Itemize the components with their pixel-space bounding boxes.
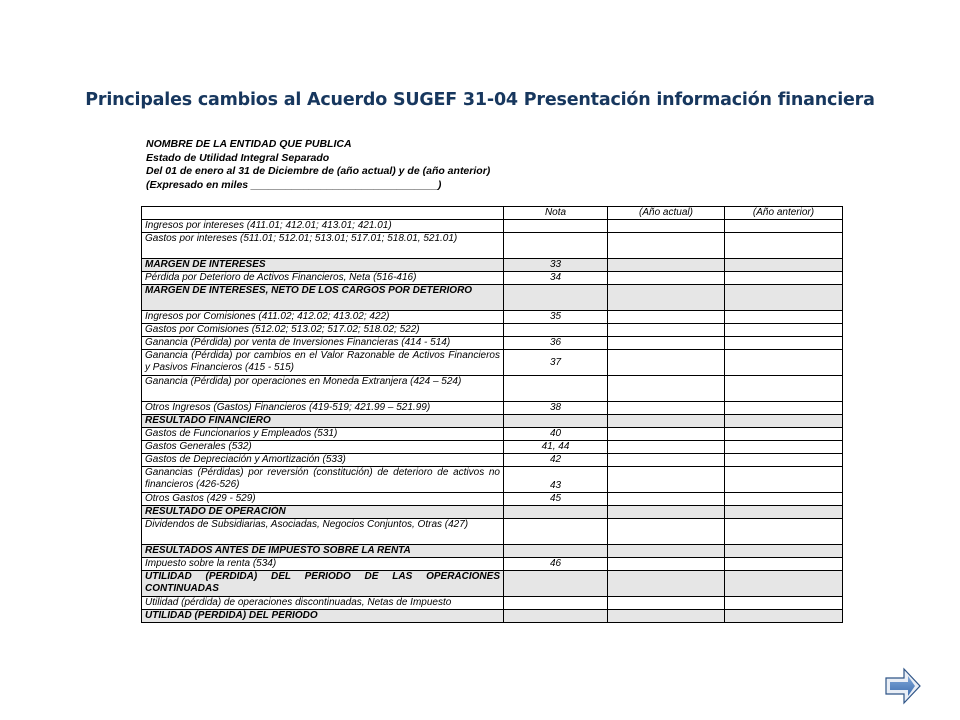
row-current-value xyxy=(608,415,725,428)
row-current-value xyxy=(608,571,725,597)
slide-title: Principales cambios al Acuerdo SUGEF 31-04 Presentación información financiera xyxy=(85,90,875,110)
row-nota xyxy=(504,545,608,558)
row-label: RESULTADOS ANTES DE IMPUESTO SOBRE LA RENTA xyxy=(142,545,504,558)
row-nota: 33 xyxy=(504,259,608,272)
row-current-value xyxy=(608,519,725,545)
row-nota: 37 xyxy=(504,350,608,376)
row-nota xyxy=(504,233,608,259)
row-previous-value xyxy=(725,506,843,519)
row-nota xyxy=(504,597,608,610)
header-previous-year: (Año anterior) xyxy=(725,207,843,220)
row-current-value xyxy=(608,454,725,467)
row-nota xyxy=(504,610,608,623)
row-nota: 34 xyxy=(504,272,608,285)
row-label: Dividendos de Subsidiarias, Asociadas, Negocios Conjuntos, Otras (427) xyxy=(142,519,504,545)
row-label: Ganancia (Pérdida) por cambios en el Valor Razonable de Activos Financieros y Pasivos Financieros (415 - 515) xyxy=(142,350,504,376)
row-label: Gastos por intereses (511.01; 512.01; 513.01; 517.01; 518.01, 521.01) xyxy=(142,233,504,259)
row-current-value xyxy=(608,337,725,350)
entity-name: NOMBRE DE LA ENTIDAD QUE PUBLICA xyxy=(146,138,352,150)
row-previous-value xyxy=(725,311,843,324)
table-row xyxy=(142,415,843,428)
table-row xyxy=(142,285,843,311)
row-label: Otros Gastos (429 - 529) xyxy=(142,493,504,506)
row-current-value xyxy=(608,350,725,376)
statement-name: Estado de Utilidad Integral Separado xyxy=(146,151,330,164)
row-nota: 36 xyxy=(504,337,608,350)
row-label: Impuesto sobre la renta (534) xyxy=(142,558,504,571)
row-label: Utilidad (pérdida) de operaciones discontinuadas, Netas de Impuesto xyxy=(142,597,504,610)
row-current-value xyxy=(608,506,725,519)
row-previous-value xyxy=(725,272,843,285)
row-previous-value xyxy=(725,259,843,272)
table-row xyxy=(142,441,843,454)
row-previous-value xyxy=(725,220,843,233)
row-nota: 45 xyxy=(504,493,608,506)
header-nota: Nota xyxy=(504,207,608,220)
statement-units: (Expresado en miles ________________________________) xyxy=(146,178,442,191)
row-label: Otros Ingresos (Gastos) Financieros (419-519; 421.99 – 521.99) xyxy=(142,402,504,415)
row-current-value xyxy=(608,558,725,571)
row-current-value xyxy=(608,376,725,402)
row-current-value xyxy=(608,285,725,311)
row-current-value xyxy=(608,441,725,454)
row-label: Gastos Generales (532) xyxy=(142,441,504,454)
row-nota xyxy=(504,220,608,233)
row-nota: 41, 44 xyxy=(504,441,608,454)
table-row xyxy=(142,506,843,519)
table-row xyxy=(142,428,843,441)
table-row xyxy=(142,610,843,623)
table-row xyxy=(142,376,843,402)
row-current-value xyxy=(608,311,725,324)
row-current-value xyxy=(608,428,725,441)
row-current-value xyxy=(608,493,725,506)
row-label: MARGEN DE INTERESES xyxy=(142,259,504,272)
table-row xyxy=(142,493,843,506)
table-row xyxy=(142,571,843,597)
statement-period: Del 01 de enero al 31 de Diciembre de (año actual) y de (año anterior) xyxy=(146,165,491,177)
row-previous-value xyxy=(725,545,843,558)
row-label: RESULTADO DE OPERACIÓN xyxy=(142,506,504,519)
table-row xyxy=(142,233,843,259)
row-previous-value xyxy=(725,454,843,467)
row-previous-value xyxy=(725,324,843,337)
row-nota: 40 xyxy=(504,428,608,441)
row-nota xyxy=(504,571,608,597)
row-nota xyxy=(504,415,608,428)
table-header-row xyxy=(142,207,843,220)
row-nota xyxy=(504,506,608,519)
table-row xyxy=(142,311,843,324)
row-current-value xyxy=(608,597,725,610)
row-label: UTILIDAD (PERDIDA) DEL PERIODO DE LAS OPERACIONES CONTINUADAS xyxy=(142,571,504,597)
row-nota xyxy=(504,285,608,311)
row-nota xyxy=(504,519,608,545)
row-previous-value xyxy=(725,493,843,506)
row-label: MARGEN DE INTERESES, NETO DE LOS CARGOS POR DETERIORO xyxy=(142,285,504,311)
row-nota xyxy=(504,324,608,337)
table-row xyxy=(142,454,843,467)
row-current-value xyxy=(608,545,725,558)
row-current-value xyxy=(608,324,725,337)
row-label: Ganancia (Pérdida) por operaciones en Moneda Extranjera (424 – 524) xyxy=(142,376,504,402)
next-slide-button[interactable] xyxy=(884,667,922,705)
row-label: Ingresos por intereses (411.01; 412.01; 413.01; 421.01) xyxy=(142,220,504,233)
row-previous-value xyxy=(725,597,843,610)
table-row xyxy=(142,402,843,415)
table-row xyxy=(142,545,843,558)
row-nota: 38 xyxy=(504,402,608,415)
table-row xyxy=(142,519,843,545)
row-previous-value xyxy=(725,350,843,376)
row-current-value xyxy=(608,259,725,272)
table-row xyxy=(142,272,843,285)
row-previous-value xyxy=(725,428,843,441)
row-label: Gastos de Funcionarios y Empleados (531) xyxy=(142,428,504,441)
statement-header xyxy=(146,138,490,192)
arrow-right-icon xyxy=(884,667,922,705)
row-current-value xyxy=(608,467,725,493)
row-previous-value xyxy=(725,233,843,259)
row-previous-value xyxy=(725,558,843,571)
row-label: Gastos por Comisiones (512.02; 513.02; 517.02; 518.02; 522) xyxy=(142,324,504,337)
row-current-value xyxy=(608,220,725,233)
row-previous-value xyxy=(725,337,843,350)
row-current-value xyxy=(608,610,725,623)
row-label: Gastos de Depreciación y Amortización (533) xyxy=(142,454,504,467)
row-label: Ingresos por Comisiones (411.02; 412.02; 413.02; 422) xyxy=(142,311,504,324)
table-row xyxy=(142,467,843,493)
row-previous-value xyxy=(725,467,843,493)
row-previous-value xyxy=(725,441,843,454)
row-current-value xyxy=(608,233,725,259)
table-row xyxy=(142,558,843,571)
table-row xyxy=(142,350,843,376)
table-row xyxy=(142,337,843,350)
header-current-year: (Año actual) xyxy=(608,207,725,220)
row-label: Ganancias (Pérdidas) por reversión (constitución) de deterioro de activos no financieros (426-526) xyxy=(142,467,504,493)
row-label: Ganancia (Pérdida) por venta de Inversiones Financieras (414 - 514) xyxy=(142,337,504,350)
row-nota: 46 xyxy=(504,558,608,571)
row-previous-value xyxy=(725,285,843,311)
row-previous-value xyxy=(725,415,843,428)
row-nota: 35 xyxy=(504,311,608,324)
row-current-value xyxy=(608,402,725,415)
row-current-value xyxy=(608,272,725,285)
table-row xyxy=(142,597,843,610)
row-nota: 43 xyxy=(504,467,608,493)
row-label: Pérdida por Deterioro de Activos Financieros, Neta (516-416) xyxy=(142,272,504,285)
row-previous-value xyxy=(725,519,843,545)
row-nota: 42 xyxy=(504,454,608,467)
row-previous-value xyxy=(725,376,843,402)
table-row xyxy=(142,259,843,272)
income-statement-table xyxy=(141,206,843,623)
row-label: UTILIDAD (PERDIDA) DEL PERIODO xyxy=(142,610,504,623)
header-label-cell xyxy=(142,207,504,220)
row-previous-value xyxy=(725,571,843,597)
row-label: RESULTADO FINANCIERO xyxy=(142,415,504,428)
row-previous-value xyxy=(725,610,843,623)
row-nota xyxy=(504,376,608,402)
table-row xyxy=(142,324,843,337)
table-row xyxy=(142,220,843,233)
row-previous-value xyxy=(725,402,843,415)
